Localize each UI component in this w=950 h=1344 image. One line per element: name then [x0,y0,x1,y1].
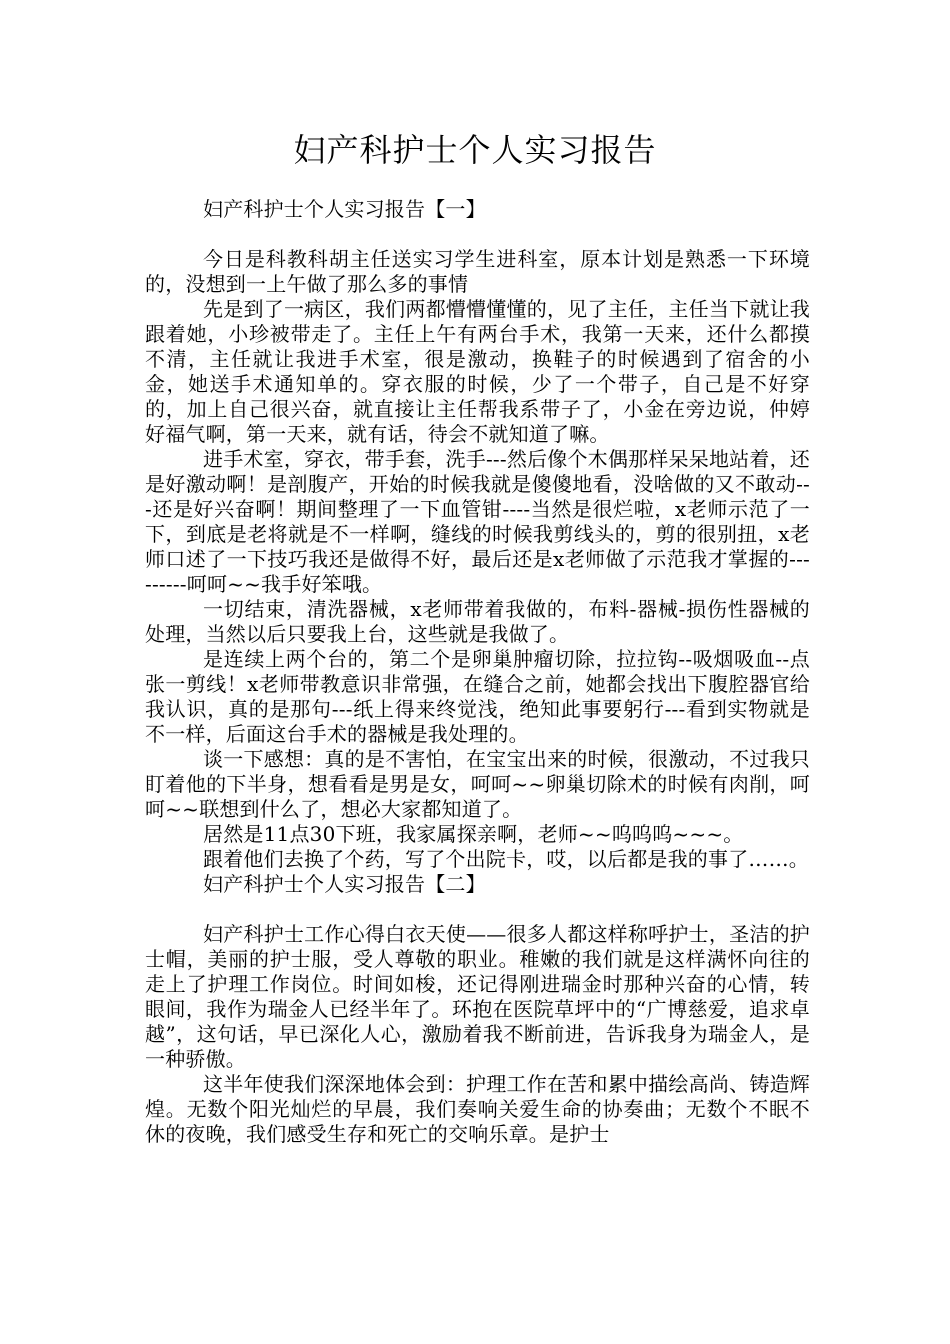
section-heading-1: 妇产科护士个人实习报告【一】 [203,197,486,221]
document-title: 妇产科护士个人实习报告 [293,131,657,169]
paragraph: 谈一下感想：真的是不害怕，在宝宝出来的时候，很激动，不过我只盯着他的下半身，想看看是男是女，呵呵~~卵巢切除术的时候有肉削，呵呵~~联想到什么了，想必大家都知道了。 [145,747,810,821]
paragraph: 进手术室，穿衣，带手套，洗手---然后像个木偶那样呆呆地站着，还是好激动啊！是剖腹产，开始的时候我就是傻傻地看，没啥做的又不敢动---还是好兴奋啊！期间整理了一下血管钳----当然是很烂啦，x老师示范了一下，到底是老将就是不一样啊，缝线的时候我剪线头的，剪的很别扭，x老师口述了一下技巧我还是做得不好，最后还是x老师做了示范我才掌握的---------呵呵~~我手好笨哦。 [145,447,810,596]
paragraph: 一切结束，清洗器械，x老师带着我做的，布料-器械-损伤性器械的处理，当然以后只要我上台，这些就是我做了。 [145,597,810,646]
paragraph: 是连续上两个台的，第二个是卵巢肿瘤切除，拉拉钩--吸烟吸血--点张一剪线！x老师带教意识非常强，在缝合之前，她都会找出下腹腔器官给我认识，真的是那句---纸上得来终觉浅，绝知此事要躬行---看到实物就是不一样，后面这台手术的器械是我处理的。 [145,647,810,746]
paragraph: 居然是11点30下班，我家属探亲啊，老师~~呜呜呜~~~。 [203,822,744,846]
paragraph: 这半年使我们深深地体会到：护理工作在苦和累中描绘高尚、铸造辉煌。无数个阳光灿烂的早晨，我们奏响关爱生命的协奏曲；无数个不眠不休的夜晚，我们感受生存和死亡的交响乐章。是护士 [145,1072,810,1146]
section-heading-2: 妇产科护士个人实习报告【二】 [203,872,486,896]
paragraph: 妇产科护士工作心得白衣天使——很多人都这样称呼护士，圣洁的护士帽，美丽的护士服，受人尊敬的职业。稚嫩的我们就是这样满怀向往的走上了护理工作岗位。时间如梭，还记得刚进瑞金时那种兴奋的心情，转眼间，我作为瑞金人已经半年了。环抱在医院草坪中的“广博慈爱，追求卓越”，这句话，早已深化人心，激励着我不断前进，告诉我身为瑞金人，是一种骄傲。 [145,922,810,1071]
paragraph: 今日是科教科胡主任送实习学生进科室，原本计划是熟悉一下环境的，没想到一上午做了那么多的事情 [145,247,810,296]
paragraph: 跟着他们去换了个药，写了个出院卡，哎，以后都是我的事了……。 [203,847,809,871]
paragraph: 先是到了一病区，我们两都懵懵懂懂的，见了主任，主任当下就让我跟着她，小珍被带走了。主任上午有两台手术，我第一天来，还什么都摸不清，主任就让我进手术室，很是激动，换鞋子的时候遇到了宿舍的小金，她送手术通知单的。穿衣服的时候，少了一个带子，自己是不好穿的，加上自己很兴奋，就直接让主任帮我系带子了，小金在旁边说，仲婷好福气啊，第一天来，就有话，待会不就知道了嘛。 [145,297,810,446]
document-body [145,197,810,1147]
